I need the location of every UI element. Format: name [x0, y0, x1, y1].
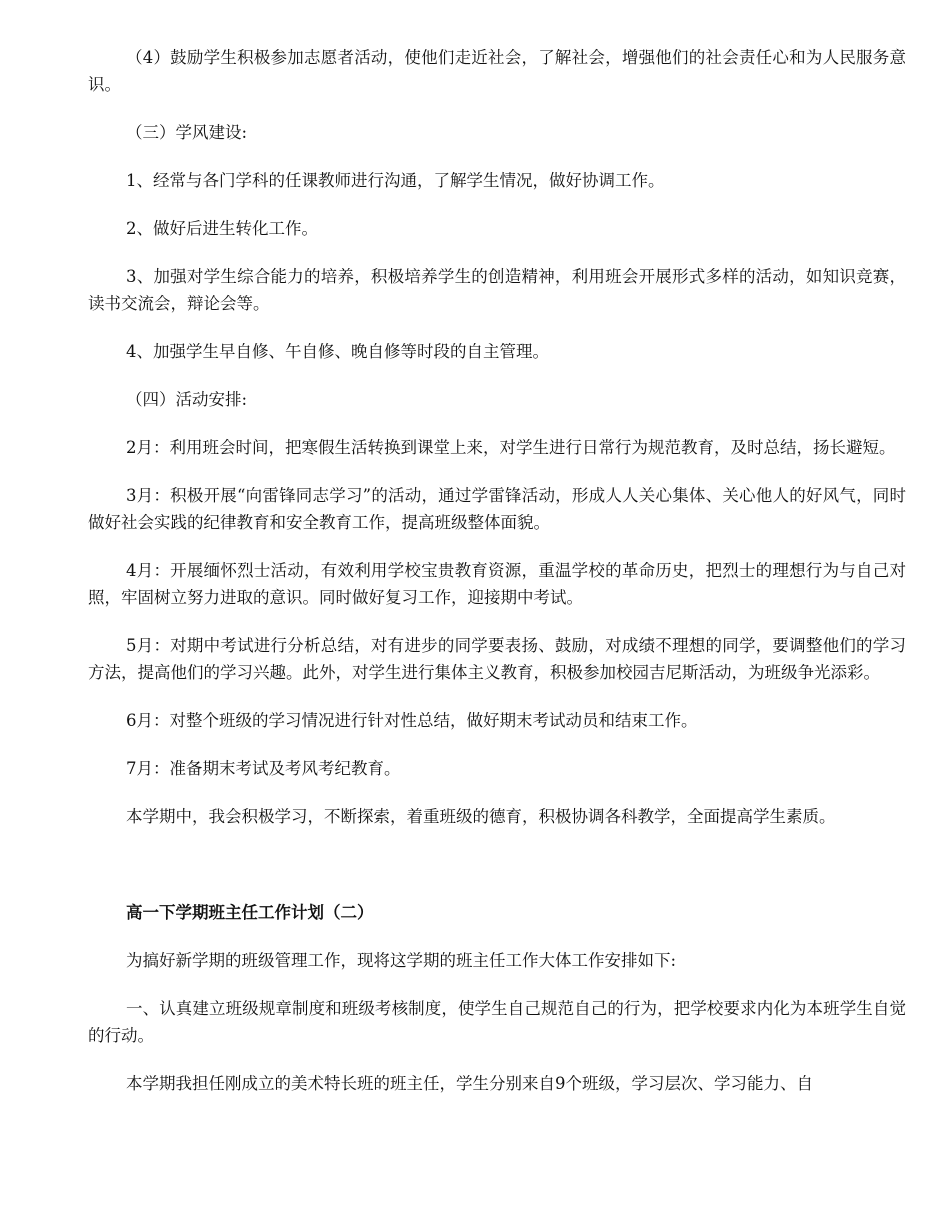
paragraph-semester-summary: 本学期中，我会积极学习，不断探索，着重班级的德育，积极协调各科教学，全面提高学生素质。 [126, 807, 836, 826]
paragraph-march: 3月：积极开展“向雷锋同志学习”的活动，通过学雷锋活动，形成人人关心集体、关心他人的好风气，同时做好社会实践的纪律教育和安全教育工作，提高班级整体面貌。 [88, 486, 906, 532]
paragraph-february: 2月：利用班会时间，把寒假生活转换到课堂上来，对学生进行日常行为规范教育，及时总结，扬长避短。 [126, 438, 896, 457]
heading-study-style: （三）学风建设: [126, 123, 248, 142]
paragraph-self-study: 4、加强学生早自修、午自修、晚自修等时段的自主管理。 [126, 342, 549, 361]
paragraph-comprehensive-ability: 3、加强对学生综合能力的培养，积极培养学生的创造精神，利用班会开展形式多样的活动，如知识竞赛，读书交流会，辩论会等。 [88, 267, 906, 313]
paragraph-volunteer: （4）鼓励学生积极参加志愿者活动，使他们走近社会，了解社会，增强他们的社会责任心和为人民服务意识。 [88, 48, 906, 94]
paragraph-intro: 为搞好新学期的班级管理工作，现将这学期的班主任工作大体工作安排如下: [126, 951, 677, 970]
paragraph-april: 4月：开展缅怀烈士活动，有效利用学校宝贵教育资源，重温学校的革命历史，把烈士的理想行为与自己对照，牢固树立努力进取的意识。同时做好复习工作，迎接期中考试。 [88, 561, 906, 607]
paragraph-rules: 一、认真建立班级规章制度和班级考核制度，使学生自己规范自己的行为，把学校要求内化为本班学生自觉的行动。 [88, 999, 906, 1045]
paragraph-class-background: 本学期我担任刚成立的美术特长班的班主任，学生分别来自9个班级，学习层次、学习能力、自 [126, 1074, 813, 1093]
paragraph-underachievers: 2、做好后进生转化工作。 [126, 219, 318, 238]
section-title: 高一下学期班主任工作计划（二） [126, 903, 374, 922]
paragraph-june: 6月：对整个班级的学习情况进行针对性总结，做好期末考试动员和结束工作。 [126, 711, 698, 730]
paragraph-teacher-communication: 1、经常与各门学科的任课教师进行沟通，了解学生情况，做好协调工作。 [126, 171, 665, 190]
paragraph-july: 7月：准备期末考试及考风考纪教育。 [126, 759, 401, 778]
heading-activity-schedule: （四）活动安排: [126, 390, 248, 409]
section-spacer [88, 851, 906, 899]
paragraph-may: 5月：对期中考试进行分析总结，对有进步的同学要表扬、鼓励，对成绩不理想的同学，要调整他们的学习方法，提高他们的学习兴趣。此外，对学生进行集体主义教育，积极参加校园吉尼斯活动，为班级争光添彩。 [88, 636, 906, 682]
